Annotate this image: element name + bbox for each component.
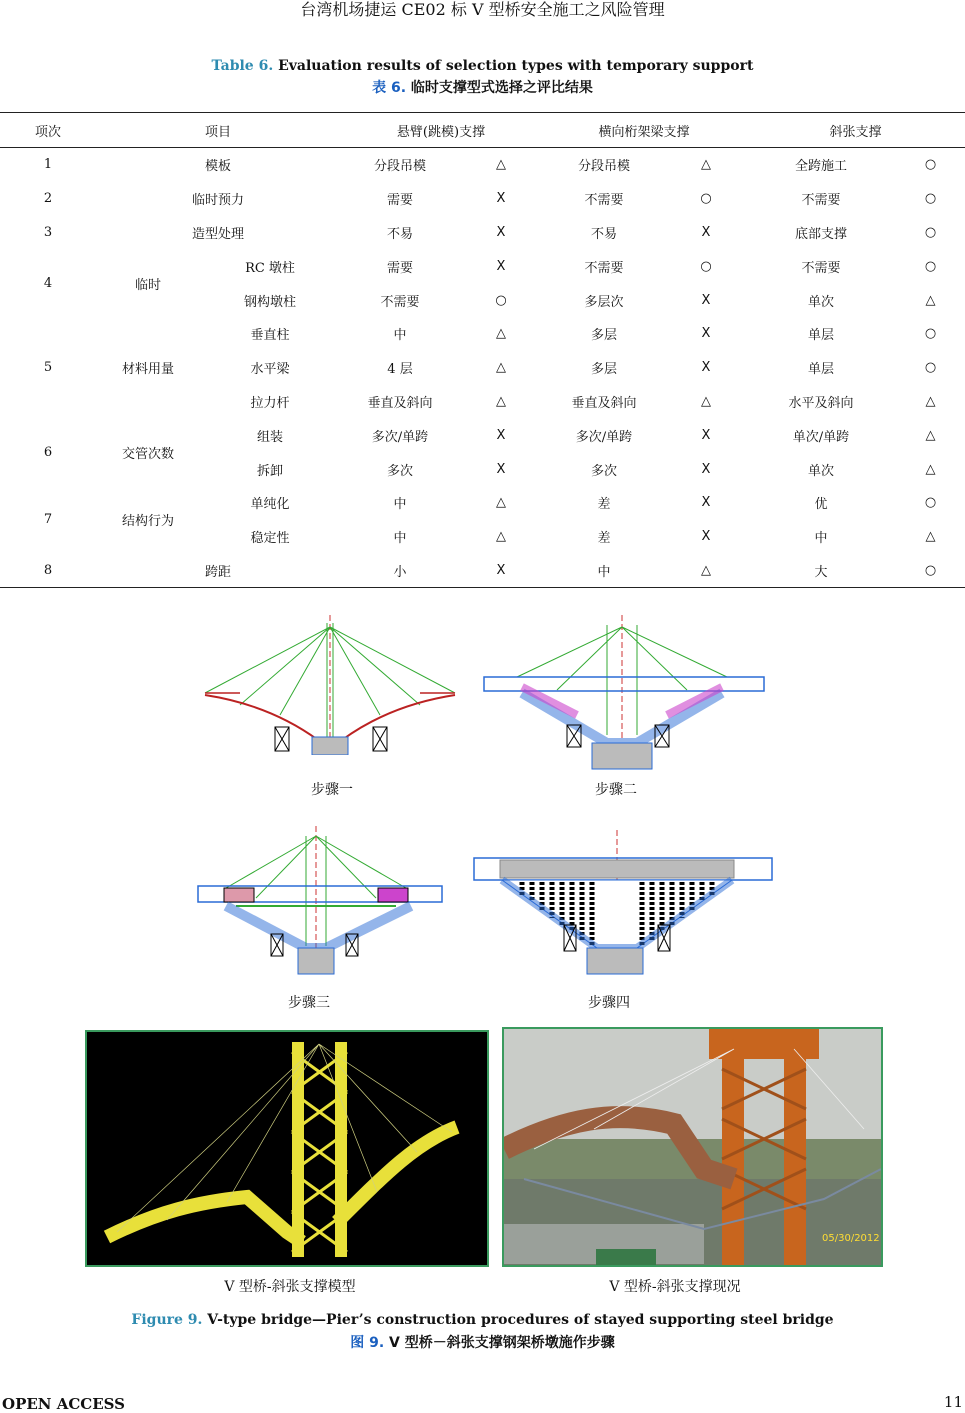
col-header-cantilever: 悬臂(跳模)支撑: [340, 113, 542, 148]
cell-rating: △: [701, 157, 711, 173]
cell-item: 材料用量: [121, 362, 174, 378]
cell-rating: ○: [700, 258, 712, 274]
cell-rating: ○: [700, 191, 712, 207]
cell-no: 6: [43, 444, 53, 460]
cell-item: 模板: [204, 159, 231, 175]
model-photo: [85, 1030, 489, 1267]
cell-value: 单次/单跨: [792, 429, 850, 445]
cell-item: 交管次数: [121, 446, 174, 462]
cell-item: 结构行为: [121, 514, 174, 530]
table-caption-zh-text: 临时支撑型式选择之评比结果: [406, 80, 593, 96]
cell-rating: ○: [924, 495, 937, 511]
cell-value: 需要: [386, 193, 413, 209]
cell-rating: △: [496, 393, 506, 409]
table-caption-text: Evaluation results of selection types with temporary support: [273, 58, 754, 74]
cell-value: 多层次: [584, 294, 624, 310]
cell-rating: X: [496, 191, 506, 207]
cell-value: 全跨施工: [794, 159, 847, 175]
cell-rating: △: [925, 529, 936, 545]
cell-rating: X: [701, 292, 711, 308]
cell-value: 多次/单跨: [371, 429, 429, 445]
figure-caption-zh-label: 图 9.: [350, 1335, 385, 1351]
page-number: 11: [943, 1393, 963, 1411]
cell-no: 1: [43, 157, 53, 173]
evaluation-table: [0, 112, 965, 588]
table-caption-zh-label: 表 6.: [372, 80, 407, 96]
cell-rating: X: [460, 554, 542, 588]
cell-rating: △: [925, 461, 936, 477]
step3-diagram: [196, 826, 446, 976]
table-row: [0, 317, 965, 351]
cell-rating: ○: [924, 224, 937, 240]
figure-caption-text: V-type bridge—Pier’s construction procedures of stayed supporting steel bridge: [202, 1312, 834, 1328]
figure-caption-zh-text: V 型桥－斜张支撑钢架桥墩施作步骤: [384, 1335, 615, 1351]
cell-subitem: 稳定性: [250, 531, 290, 547]
step2-label: 步骤二: [595, 782, 637, 798]
cell-rating: ○: [495, 292, 507, 308]
cell-rating: X: [496, 427, 506, 443]
cell-value: 中: [814, 531, 828, 547]
cell-value: 大: [746, 554, 896, 588]
cell-item: 临时: [134, 277, 161, 293]
cell-rating: ○: [924, 326, 937, 342]
col-header-stayed: 斜张支撑: [746, 113, 965, 148]
figure-caption-label: Figure 9.: [131, 1312, 203, 1328]
step1-diagram: [200, 615, 465, 755]
cell-rating: △: [925, 427, 936, 443]
cell-rating: △: [496, 495, 506, 511]
table-caption-en: [0, 58, 965, 74]
cell-value: 不需要: [801, 260, 841, 276]
cell-subitem: 拉力杆: [250, 395, 290, 411]
cell-value: 差: [597, 497, 611, 513]
cell-subitem: 垂直柱: [250, 328, 290, 344]
cell-value: 单次: [807, 294, 834, 310]
site-photo-caption: V 型桥-斜张支撑现况: [609, 1279, 741, 1295]
cell-rating: X: [701, 427, 711, 443]
cell-item: 跨距: [96, 554, 340, 588]
cell-value: 底部支撑: [794, 226, 847, 242]
step3-label: 步骤三: [288, 995, 330, 1011]
cell-rating: X: [701, 360, 711, 376]
cell-value: 小: [340, 554, 460, 588]
table-caption-zh: [0, 77, 965, 97]
cell-value: 不易: [386, 226, 413, 242]
cell-value: 多层: [590, 362, 617, 378]
cell-value: 水平及斜向: [788, 395, 854, 411]
cell-value: 需要: [386, 260, 413, 276]
step4-label: 步骤四: [588, 995, 630, 1011]
table-row: [0, 554, 965, 588]
table-row: [0, 486, 965, 520]
cell-value: 中: [393, 531, 407, 547]
table-row: [0, 182, 965, 216]
step4-diagram: [472, 830, 774, 980]
open-access-label: OPEN ACCESS: [2, 1395, 125, 1413]
figure-caption-zh: [0, 1332, 965, 1352]
table-row: [0, 148, 965, 182]
cell-value: 多层: [590, 328, 617, 344]
table-row: [0, 418, 965, 452]
cell-rating: △: [496, 157, 506, 173]
site-photo: [502, 1027, 883, 1267]
cell-value: 不易: [590, 226, 617, 242]
site-image: [504, 1029, 881, 1265]
cell-rating: ○: [924, 360, 937, 376]
cell-value: 中: [393, 328, 407, 344]
cell-value: 分段吊模: [577, 159, 630, 175]
cell-value: 垂直及斜向: [571, 395, 637, 411]
cell-rating: X: [496, 258, 506, 274]
cell-subitem: 单纯化: [250, 497, 290, 513]
model-photo-caption: V 型桥-斜张支撑模型: [224, 1279, 356, 1295]
cell-subitem: RC 墩柱: [245, 260, 295, 276]
cell-subitem: 钢构墩柱: [243, 294, 296, 310]
cell-value: 差: [597, 531, 611, 547]
cell-value: 不需要: [380, 294, 420, 310]
cell-value: 分段吊模: [373, 159, 426, 175]
col-header-truss: 横向桁架梁支撑: [542, 113, 746, 148]
cell-no: 2: [43, 191, 53, 207]
cell-value: 多次: [386, 463, 413, 479]
cell-rating: △: [666, 554, 746, 588]
cell-value: 不需要: [584, 193, 624, 209]
cell-value: 优: [814, 497, 828, 513]
cell-subitem: 拆卸: [256, 463, 283, 479]
cell-no: 4: [43, 275, 53, 291]
cell-value: 单层: [807, 328, 834, 344]
cell-rating: X: [496, 224, 506, 240]
model-image: [87, 1032, 487, 1265]
table-row: [0, 249, 965, 283]
cell-rating: △: [701, 393, 711, 409]
cell-no: 3: [43, 224, 53, 240]
photo-date-stamp: 05/30/2012: [822, 1233, 880, 1244]
table-row: [0, 216, 965, 250]
cell-rating: ○: [924, 191, 937, 207]
cell-value: 多次/单跨: [575, 429, 633, 445]
cell-value: 单次: [807, 463, 834, 479]
cell-no: 7: [43, 512, 53, 528]
cell-rating: △: [925, 393, 936, 409]
figure-caption-en: [0, 1312, 965, 1328]
cell-value: 不需要: [801, 193, 841, 209]
cell-subitem: 水平梁: [250, 362, 290, 378]
step2-diagram: [482, 615, 767, 775]
cell-value: 多次: [590, 463, 617, 479]
cell-rating: △: [496, 529, 506, 545]
cell-value: 中: [542, 554, 666, 588]
cell-rating: ○: [924, 258, 937, 274]
cell-rating: △: [925, 292, 936, 308]
running-header: 台湾机场捷运 CE02 标 V 型桥安全施工之风险管理: [300, 0, 665, 19]
cell-rating: X: [701, 224, 711, 240]
cell-value: 不需要: [584, 260, 624, 276]
table-caption-label: Table 6.: [211, 58, 274, 74]
cell-rating: △: [496, 360, 506, 376]
cell-rating: ○: [896, 554, 965, 588]
cell-subitem: 组装: [256, 429, 283, 445]
cell-rating: X: [701, 529, 711, 545]
cell-value: 单层: [807, 362, 834, 378]
cell-item: 造型处理: [191, 226, 244, 242]
step1-label: 步骤一: [311, 782, 353, 798]
cell-no: 8: [0, 554, 96, 588]
col-header-no: 项次: [0, 113, 96, 148]
cell-rating: △: [496, 326, 506, 342]
cell-rating: X: [701, 461, 711, 477]
table-header-row: [0, 113, 965, 148]
cell-rating: X: [496, 461, 506, 477]
col-header-item: 项目: [96, 113, 340, 148]
cell-value: 垂直及斜向: [367, 395, 433, 411]
cell-value: 中: [393, 497, 407, 513]
cell-no: 5: [43, 360, 53, 376]
cell-rating: X: [701, 326, 711, 342]
cell-value: 4 层: [387, 362, 413, 378]
cell-rating: ○: [924, 157, 937, 173]
cell-item: 临时预力: [191, 193, 244, 209]
cell-rating: X: [701, 495, 711, 511]
